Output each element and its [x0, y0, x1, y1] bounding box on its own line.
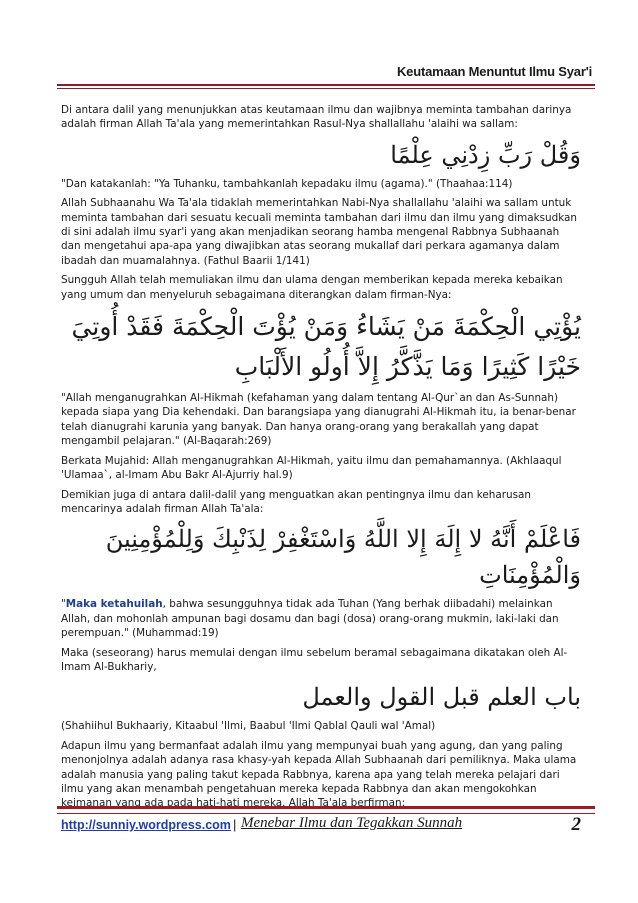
paragraph-explanation: Allah Subhaanahu Wa Ta'ala tidaklah memerintahkan Nabi-Nya shallallahu 'alaihi wa sallam untuk meminta tambahan dari sesuatu kecuali meminta tambahan dari ilmu dan ilmu yang dimaksudkan di sini adalah ilmu syar'i yang akan menjadikan seorang hamba mengenal Rabbnya Subhaanah dan mengetahui apa-apa yang diwajibkan atas seorang mukallaf dari perkara agamanya dalam ibadah dan muamalahnya. (Fathul Baarii 1/141) — [61, 197, 577, 267]
paragraph-bukhari-source: (Shahiihul Bukhaariy, Kitaabul 'Ilmi, Baabul 'Ilmi Qablal Qauli wal 'Amal) — [61, 720, 436, 733]
paragraph-translation-baqarah: "Allah menganugrahkan Al-Hikmah (kefahaman yang dalam tentang Al-Qur`an dan As-Sunnah) kepada siapa yang Dia kehendaki. Dan barangsiapa yang dianugrahi Al-Hikmah itu, ia benar-benar telah dianugrahi karunia yang banyak. Dan hanya orang-orang yang berakallah yang dapat mengambil pelajaran." (Al-Baqarah:269) — [61, 392, 576, 448]
page-footer — [61, 814, 591, 838]
paragraph-beneficial-knowledge: Adapun ilmu yang bermanfaat adalah ilmu yang mempunyai buah yang agung, dan yang paling menonjolnya adalah adanya rasa khasy-yah kepada Allah Subhaanah dari pemiliknya. Maka ulama adalah manusia yang paling takut kepada Rabbnya, karena apa yang telah mereka pelajari dari ilmu yang akan menambah pengetahuan mereka kepada Rabbnya dan akan mengokohkan keimanan yang ada pada hati-hati mereka. Allah Ta'ala berfirman: — [61, 739, 577, 810]
footer-separator: | — [233, 817, 237, 832]
paragraph-translation-muhammad — [61, 597, 581, 640]
footer-website-link[interactable]: http://sunniy.wordpress.com — [61, 818, 231, 832]
arabic-verse-thaha: وَقُلْ رَبِّ زِدْنِي عِلْمًا — [390, 140, 581, 169]
footer-rule — [57, 806, 595, 809]
header-rule-thin — [57, 88, 595, 89]
paragraph-intro: Di antara dalil yang menunjukkan atas keutamaan ilmu dan wajibnya meminta tambahan darinya adalah firman Allah Ta'ala yang memerintahkan Rasul-Nya shallallahu 'alaihi wa sallam: — [61, 104, 572, 131]
document-header-title: Keutamaan Menuntut Ilmu Syar'i — [396, 64, 592, 79]
arabic-bukhari-chapter: باب العلم قبل القول والعمل — [302, 683, 581, 712]
paragraph-honor-knowledge: Sungguh Allah telah memuliakan ilmu dan ulama dengan memberikan kepada mereka kebaikan yang umum dan menyeluruh sebagaimana diterangkan dalam firman-Nya: — [61, 274, 563, 301]
paragraph-mujahid: Berkata Mujahid: Allah menganugrahkan Al-Hikmah, yaitu ilmu dan pemahamannya. (Akhlaaqul 'Ulamaa`, al-Imam Abu Bakr Al-Ajurriy hal.9) — [61, 454, 562, 482]
arabic-verse-baqarah: يُؤْتِي الْحِكْمَةَ مَنْ يَشَاءُ وَمَنْ يُؤْتَ الْحِكْمَةَ فَقَدْ أُوتِيَ خَيْرًا كَثِيرًا وَمَا يَذَّكَّرُ إِلاَّ أُولُو الأَلْبَابِ — [71, 312, 581, 382]
page-number: 2 — [571, 814, 581, 835]
paragraph-translation-thaha: "Dan katakanlah: "Ya Tuhanku, tambahkanlah kepadaku ilmu (agama)." (Thaahaa:114) — [61, 177, 513, 190]
arabic-verse-muhammad: فَاعْلَمْ أَنَّهُ لا إِلَهَ إِلا اللَّهُ وَاسْتَغْفِرْ لِذَنْبِكَ وَلِلْمُؤْمِنِينَ وَالْمُؤْمِنَاتِ — [105, 525, 581, 590]
document-body — [61, 103, 581, 816]
paragraph-bukhari-intro: Maka (seseorang) harus memulai dengan ilmu sebelum beramal sebagaimana dikatakan oleh Al-Imam Al-Bukhariy, — [61, 646, 568, 673]
quote-mark: " — [61, 598, 66, 611]
footer-tagline: Menebar Ilmu dan Tegakkan Sunnah — [241, 815, 463, 831]
header-rule — [57, 84, 595, 86]
paragraph-evidence: Demikian juga di antara dalil-dalil yang menguatkan akan pentingnya ilmu dan keharusan mencarinya adalah firman Allah Ta'ala: — [61, 488, 531, 515]
translation-rest: , bahwa sesungguhnya tidak ada Tuhan (Yang berhak diibadahi) melainkan Allah, dan mohonlah ampunan bagi dosamu dan bagi (dosa) orang-orang mukmin, laki-laki dan perempuan." (Muhammad:19) — [61, 598, 559, 640]
emphasis-maka-ketahuilah: Maka ketahuilah — [65, 598, 163, 611]
